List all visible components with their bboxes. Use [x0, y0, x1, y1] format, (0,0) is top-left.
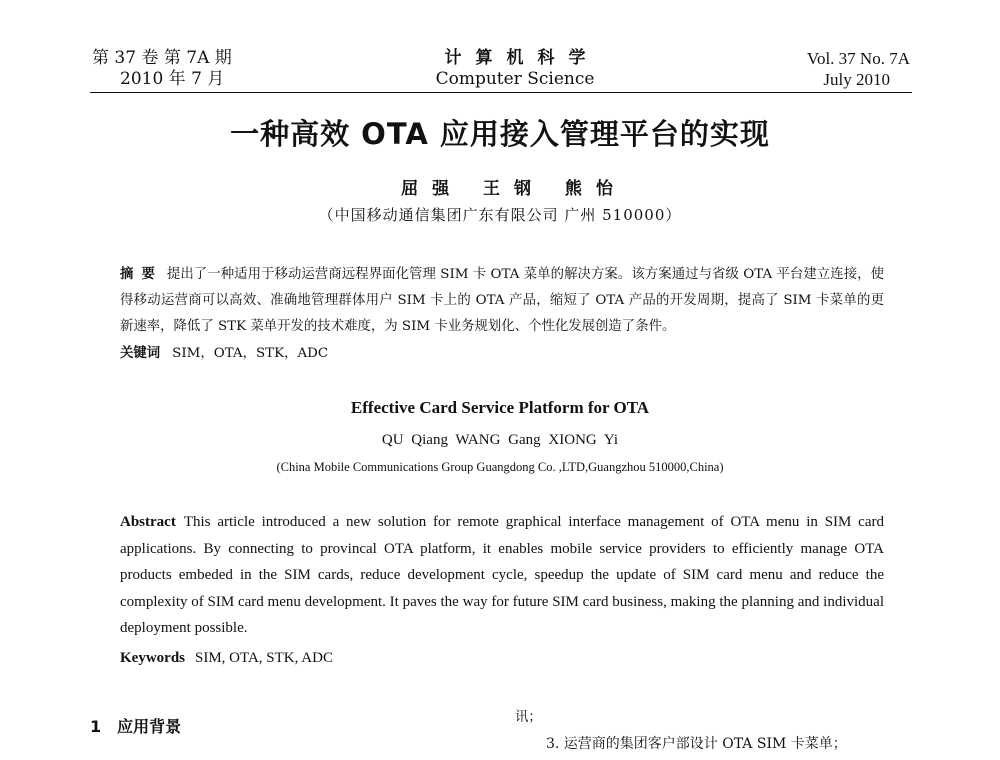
section-number: 1: [90, 717, 102, 736]
keywords-en: [120, 647, 333, 669]
article-authors: 屈强 王钢 熊怡: [401, 179, 627, 199]
abstract-en-label: Abstract: [120, 514, 176, 530]
header-volume-issue: 第 37 卷 第 7A 期: [92, 48, 232, 68]
abstract-en-text: This article introduced a new solution for remote graphical interface management of OTA menu in SIM card applications. By connecting to provincal OTA platform, it enables mobile service providers to efficiently manage OTA products embeded in the SIM cards, reduce development cycle, speedup the update of SIM card menu and reduce the complexity of SIM card menu development. It paves the way for future SIM card business, making the planning and individual deployment possible.: [120, 514, 884, 636]
header-volume-en-block: [807, 48, 910, 90]
english-affiliation: (China Mobile Communications Group Guangdong Co. ,LTD,Guangzhou 510000,China): [276, 460, 724, 474]
header-volume-en: Vol. 37 No. 7A: [806, 49, 910, 68]
header-rule: [90, 92, 912, 93]
right-column-fragment: 讯；: [515, 710, 542, 725]
journal-name-en: Computer Science: [435, 69, 595, 89]
journal-name-cn: 计算机科学: [444, 48, 600, 68]
header-date-en: July 2010: [823, 70, 890, 89]
header-volume-block: [92, 48, 232, 90]
section-title: 应用背景: [117, 717, 182, 736]
abstract-cn-label: 摘要: [120, 266, 163, 282]
header-journal-name: [400, 48, 630, 90]
english-authors: QU Qiang WANG Gang XIONG Yi: [381, 432, 619, 448]
header-date-cn: 2010 年 7 月: [120, 69, 225, 89]
keywords-cn-text: SIM，OTA，STK，ADC: [172, 346, 329, 361]
abstract-cn-text: 提出了一种适用于移动运营商远程界面化管理 SIM 卡 OTA 菜单的解决方案。该方案通过与省级 OTA 平台建立连接，使得移动运营商可以高效、准确地管理群体用户 SIM 卡上的 OTA 产品，缩短了 OTA 产品的开发周期，提高了 SIM 卡菜单的更新速率，降低了 STK 菜单开发的技术难度，为 SIM 卡业务规划化、个性化发展创造了条件。: [120, 267, 884, 334]
right-column-list-item: 3. 运营商的集团客户部设计 OTA SIM 卡菜单；: [546, 736, 847, 752]
abstract-en: [120, 509, 884, 642]
keywords-cn: [120, 342, 328, 365]
keywords-en-label: Keywords: [120, 650, 185, 666]
keywords-cn-label: 关键词: [120, 345, 161, 361]
abstract-cn: [120, 261, 884, 340]
article-affiliation: （中国移动通信集团广东有限公司 广州 510000）: [318, 206, 682, 224]
article-title: 一种高效 OTA 应用接入管理平台的实现: [230, 117, 770, 151]
english-title: Effective Card Service Platform for OTA: [350, 398, 650, 417]
section-heading: [90, 714, 181, 737]
keywords-en-text: SIM, OTA, STK, ADC: [195, 650, 333, 666]
